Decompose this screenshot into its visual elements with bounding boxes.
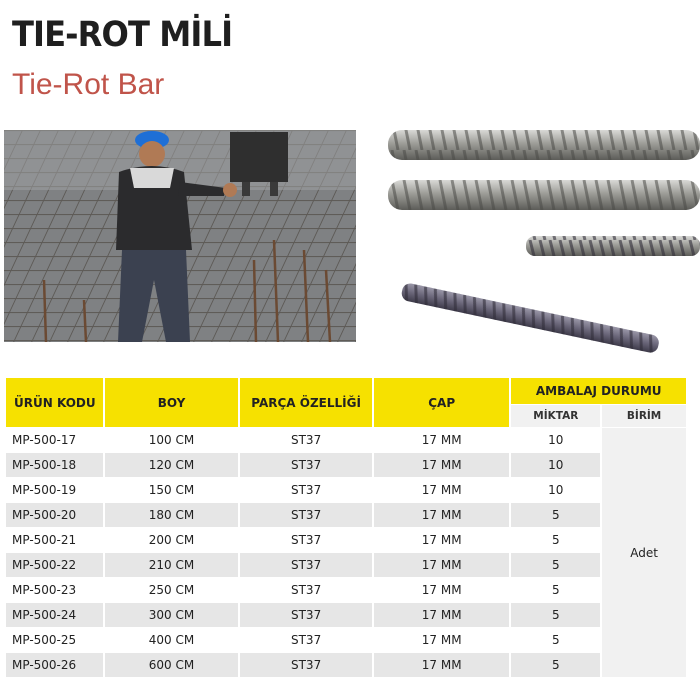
construction-worker-photo (4, 130, 356, 342)
diameter-cell: 17 MM (374, 453, 509, 477)
length-cell: 200 CM (105, 528, 239, 552)
table-row (6, 478, 686, 502)
page-title: TIE-ROT MİLİ (12, 15, 233, 55)
grade-cell: ST37 (240, 603, 372, 627)
length-cell: 300 CM (105, 603, 239, 627)
table-row (6, 453, 686, 477)
length-cell: 250 CM (105, 578, 239, 602)
table-row (6, 553, 686, 577)
product-code-cell: MP-500-24 (6, 603, 103, 627)
diameter-cell: 17 MM (374, 628, 509, 652)
diameter-cell: 17 MM (374, 478, 509, 502)
product-code-cell: MP-500-17 (6, 428, 103, 452)
diameter-cell: 17 MM (374, 553, 509, 577)
tie-rod-bars-image (378, 120, 700, 360)
length-cell: 600 CM (105, 653, 239, 677)
grade-cell: ST37 (240, 553, 372, 577)
table-row (6, 578, 686, 602)
page-subtitle: Tie-Rot Bar (12, 68, 165, 101)
header-part-grade: PARÇA ÖZELLİĞİ (240, 378, 372, 427)
diameter-cell: 17 MM (374, 653, 509, 677)
table-row (6, 653, 686, 677)
unit-cell: Adet (602, 428, 686, 677)
diameter-cell: 17 MM (374, 528, 509, 552)
diameter-cell: 17 MM (374, 428, 509, 452)
header-length: BOY (105, 378, 239, 427)
table-row (6, 428, 686, 452)
header-product-code: ÜRÜN KODU (6, 378, 103, 427)
length-cell: 100 CM (105, 428, 239, 452)
quantity-cell: 5 (511, 603, 600, 627)
grade-cell: ST37 (240, 628, 372, 652)
length-cell: 120 CM (105, 453, 239, 477)
length-cell: 400 CM (105, 628, 239, 652)
product-code-cell: MP-500-25 (6, 628, 103, 652)
header-diameter: ÇAP (374, 378, 509, 427)
grade-cell: ST37 (240, 453, 372, 477)
header-quantity: MİKTAR (511, 405, 600, 427)
quantity-cell: 5 (511, 578, 600, 602)
grade-cell: ST37 (240, 503, 372, 527)
quantity-cell: 5 (511, 653, 600, 677)
grade-cell: ST37 (240, 428, 372, 452)
grade-cell: ST37 (240, 528, 372, 552)
product-code-cell: MP-500-26 (6, 653, 103, 677)
diameter-cell: 17 MM (374, 503, 509, 527)
quantity-cell: 5 (511, 628, 600, 652)
quantity-cell: 10 (511, 428, 600, 452)
product-code-cell: MP-500-18 (6, 453, 103, 477)
diameter-cell: 17 MM (374, 578, 509, 602)
product-code-cell: MP-500-22 (6, 553, 103, 577)
diameter-cell: 17 MM (374, 603, 509, 627)
length-cell: 150 CM (105, 478, 239, 502)
spec-table (4, 377, 688, 678)
table-row (6, 628, 686, 652)
quantity-cell: 10 (511, 478, 600, 502)
grade-cell: ST37 (240, 478, 372, 502)
quantity-cell: 5 (511, 503, 600, 527)
product-code-cell: MP-500-23 (6, 578, 103, 602)
product-code-cell: MP-500-21 (6, 528, 103, 552)
quantity-cell: 10 (511, 453, 600, 477)
grade-cell: ST37 (240, 578, 372, 602)
header-packaging: AMBALAJ DURUMU (511, 378, 686, 404)
table-row (6, 503, 686, 527)
table-row (6, 528, 686, 552)
grade-cell: ST37 (240, 653, 372, 677)
product-code-cell: MP-500-19 (6, 478, 103, 502)
quantity-cell: 5 (511, 528, 600, 552)
product-code-cell: MP-500-20 (6, 503, 103, 527)
length-cell: 210 CM (105, 553, 239, 577)
quantity-cell: 5 (511, 553, 600, 577)
header-unit: BİRİM (602, 405, 686, 427)
table-row (6, 603, 686, 627)
length-cell: 180 CM (105, 503, 239, 527)
